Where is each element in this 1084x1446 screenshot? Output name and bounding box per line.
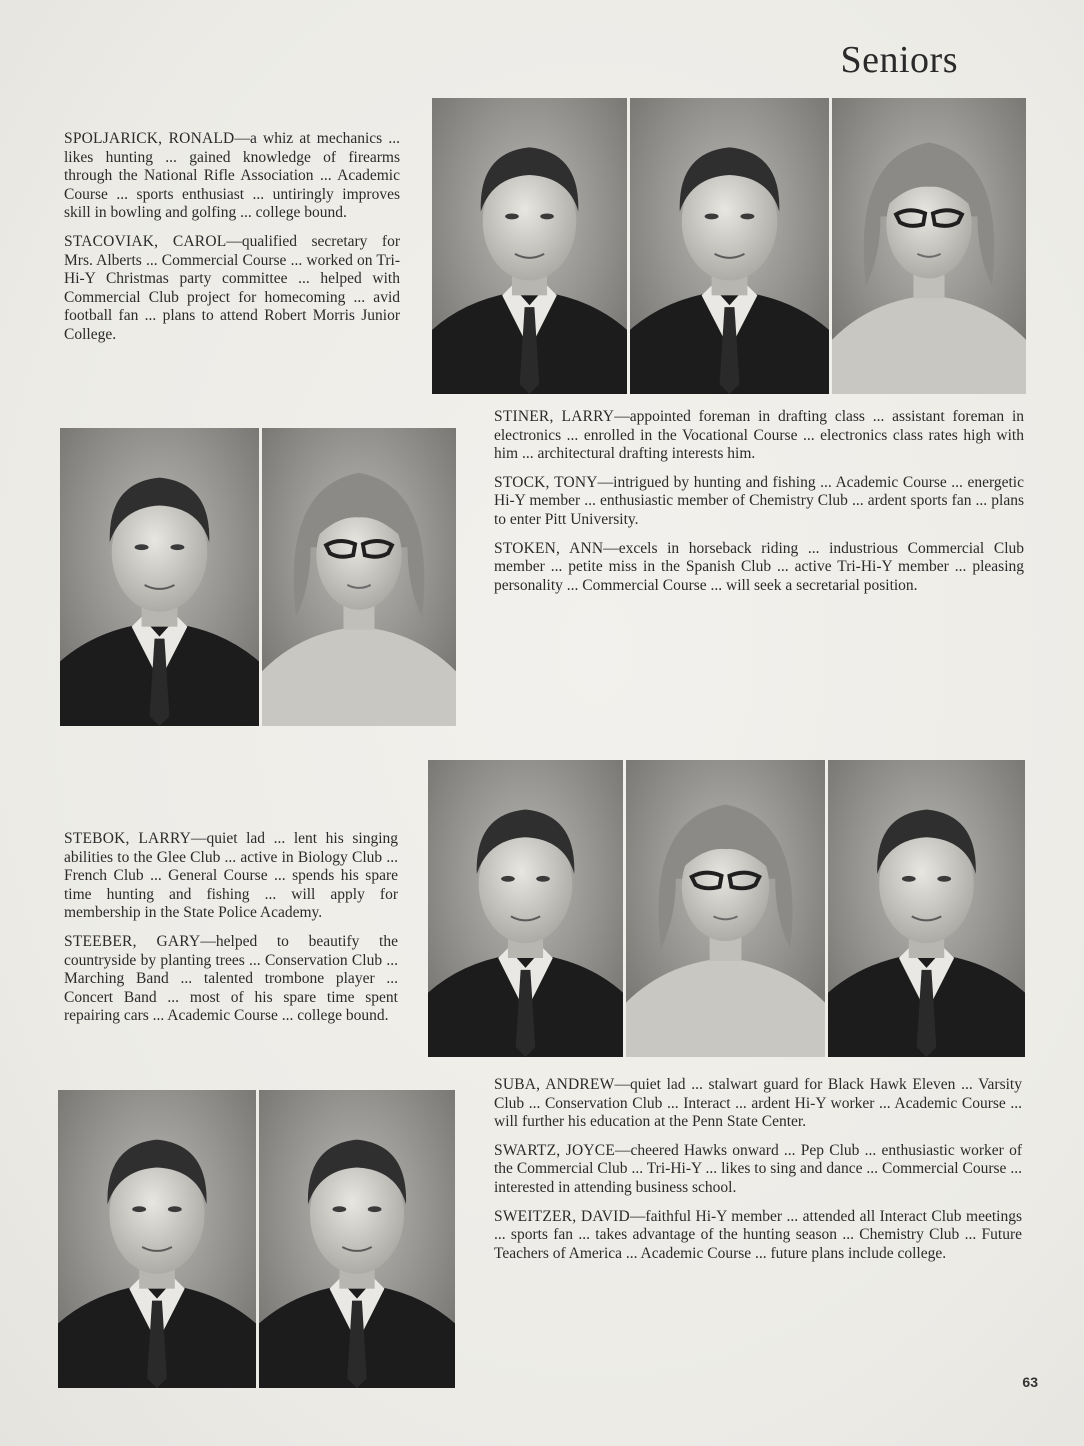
bio-stebok — [64, 830, 398, 923]
portrait-photo — [262, 428, 456, 726]
bio-name: SUBA, ANDREW — [494, 1076, 615, 1093]
bio-stoken — [494, 540, 1024, 596]
bio-column-bottom-right — [494, 1076, 1022, 1273]
bio-text: —a whiz at mechanics ... likes hunting ... gained knowledge of firearms through the National Rifle Association ... Academic Course ... sports enthusiast ... untiringly improves skill in bowling and golfing ... college bound. — [64, 130, 401, 222]
bio-text: —appointed foreman in drafting class ... assistant foreman in electronics ... enrolled in the Vocational Course ... electronics class rates high with him ... architectural drafting interests him. — [494, 408, 1025, 463]
portrait-photo — [832, 98, 1026, 394]
bio-name: SPOLJARICK, RONALD — [64, 130, 235, 147]
portrait-photo — [626, 760, 825, 1057]
bio-name: SWEITZER, DAVID — [494, 1207, 630, 1225]
bio-stock — [494, 474, 1024, 530]
portrait-photo — [432, 98, 627, 394]
portrait-photo — [428, 760, 623, 1057]
bio-swartz — [494, 1142, 1022, 1198]
bio-name: STEEBER, GARY — [64, 932, 201, 950]
bio-text: —cheered Hawks onward ... Pep Club ... enthusiastic worker of the Commercial Club ... Tri-Hi-Y ... likes to sing and dance ... Commercial Course ... interested in attending business school. — [494, 1141, 1022, 1196]
bio-sweitzer — [494, 1208, 1022, 1264]
bio-stacoviak — [64, 233, 400, 345]
photo-row-top — [432, 98, 1026, 394]
bio-stiner — [494, 408, 1024, 464]
bio-text: —helped to beautify the countryside by planting trees ... Conservation Club ... Marching Band ... talented trombone player ... Concert Band ... most of his spare time spent repairing cars ... Academic Course ... college bound. — [64, 932, 398, 1025]
photo-row-middle-left — [60, 428, 456, 726]
bio-text: —faithful Hi-Y member ... attended all Interact Club meetings ... sports fan ... takes advantage of the hunting season ... Chemistry Club ... Future Teachers of America ... Academic Course ... future plans include college. — [494, 1207, 1022, 1262]
bio-column-lower-left — [64, 830, 398, 1036]
portrait-photo — [630, 98, 829, 394]
portrait-photo — [828, 760, 1025, 1057]
bio-text: —qualified secretary for Mrs. Alberts ... Commercial Course ... worked on Tri-Hi-Y Christmas party committee ... helped with Commercial Club project for homecoming ... avid football fan ... plans to attend Robert Morris Junior College. — [64, 232, 400, 343]
bio-text: —quiet lad ... lent his singing abilities to the Glee Club ... active in Biology Club ... French Club ... General Course ... spends his spare time hunting and fishing ... will apply for membership in the State Police Academy. — [64, 830, 399, 922]
bio-name: STEBOK, LARRY — [64, 830, 192, 847]
bio-name: SWARTZ, JOYCE — [494, 1141, 616, 1159]
bio-name: STINER, LARRY — [494, 408, 615, 425]
bio-column-middle-right — [494, 408, 1024, 605]
bio-suba — [494, 1076, 1022, 1132]
photo-row-lower-right — [428, 760, 1025, 1057]
page-number: 63 — [1022, 1374, 1038, 1390]
bio-name: STACOVIAK, CAROL — [64, 232, 227, 250]
bio-name: STOCK, TONY — [494, 473, 598, 491]
bio-text: —intrigued by hunting and fishing ... Academic Course ... energetic Hi-Y member ... enthusiastic member of Chemistry Club ... ardent sports fan ... plans to enter Pitt University. — [494, 473, 1024, 528]
portrait-photo — [259, 1090, 455, 1388]
bio-name: STOKEN, ANN — [494, 539, 604, 557]
portrait-photo — [58, 1090, 256, 1388]
page-title: Seniors — [840, 39, 958, 81]
bio-column-top-left — [64, 130, 400, 355]
photo-row-bottom-left — [58, 1090, 455, 1388]
bio-spoljarick — [64, 130, 400, 223]
bio-text: —quiet lad ... stalwart guard for Black Hawk Eleven ... Varsity Club ... Conservation Club ... Interact ... ardent Hi-Y worker ... Academic Course ... will further his education at the Penn State Center. — [494, 1076, 1022, 1131]
portrait-photo — [60, 428, 259, 726]
bio-steeber — [64, 933, 398, 1026]
bio-text: —excels in horseback riding ... industrious Commercial Club member ... petite miss in the Spanish Club ... active Tri-Hi-Y member ... pleasing personality ... Commercial Course ... will seek a secretarial position. — [494, 539, 1024, 594]
